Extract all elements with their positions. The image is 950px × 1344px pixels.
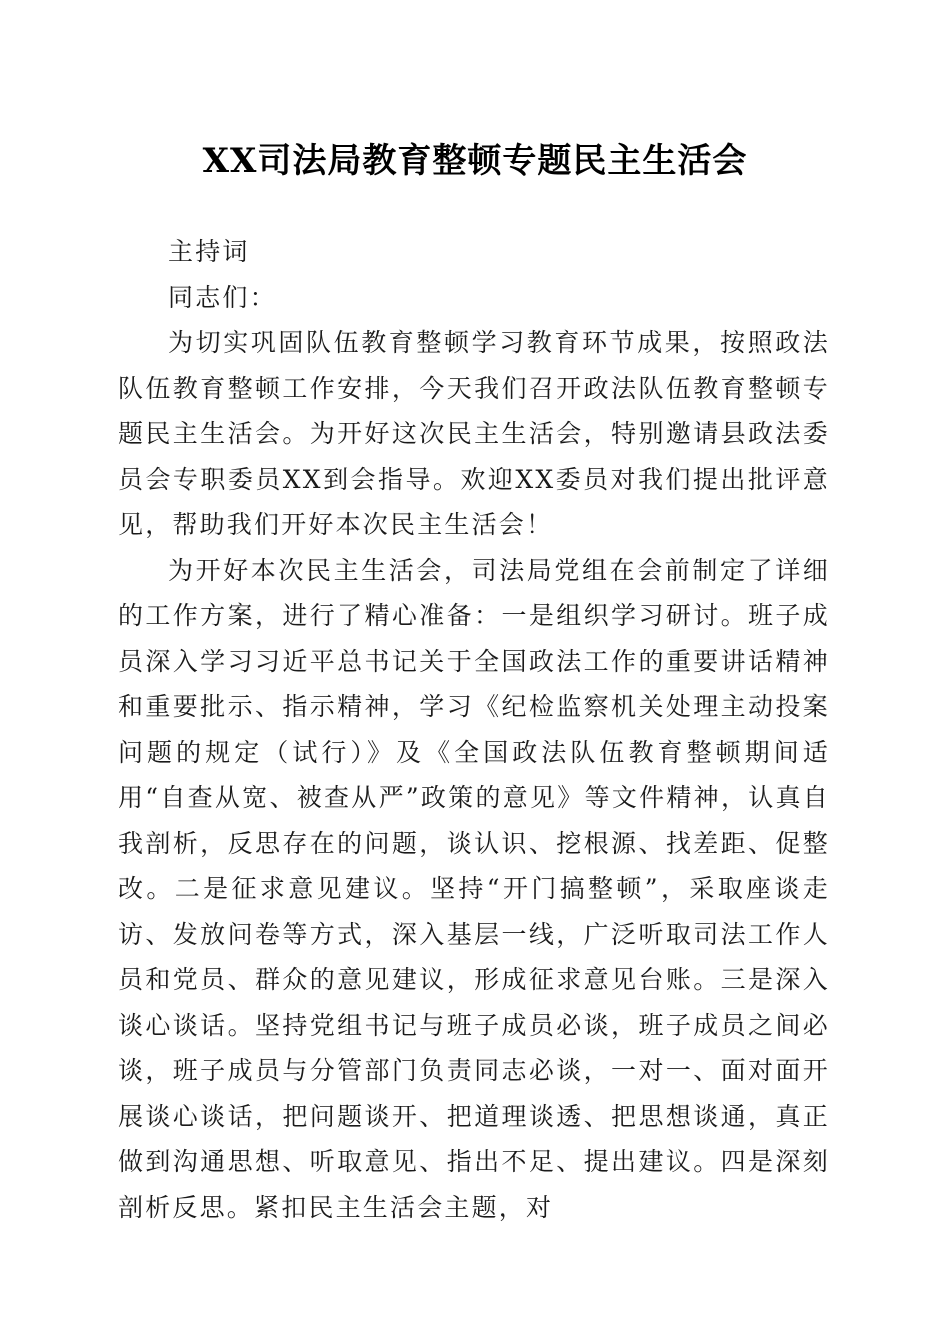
paragraph-opening: 为切实巩固队伍教育整顿学习教育环节成果，按照政法队伍教育整顿工作安排，今天我们召开政法队伍教育整顿专题民主生活会。为开好这次民主生活会，特别邀请县政法委员会专职委员XX到会指导。欢迎XX委员对我们提出批评意见，帮助我们开好本次民主生活会！ (118, 328, 830, 539)
paragraph-salutation: 同志们： (168, 282, 277, 312)
document-title: XX司法局教育整顿专题民主生活会 (202, 141, 748, 181)
paragraph-heading: 主持词 (168, 237, 250, 266)
document-body (118, 229, 830, 1230)
paragraph-preparation: 为开好本次民主生活会，司法局党组在会前制定了详细的工作方案，进行了精心准备：一是组织学习研讨。班子成员深入学习习近平总书记关于全国政法工作的重要讲话精神和重要批示、指示精神，学习《纪检监察机关处理主动投案问题的规定（试行）》及《全国政法队伍教育整顿期间适用“自查从宽、被查从严”政策的意见》等文件精神，认真自我剖析，反思存在的问题，谈认识、挖根源、找差距、促整改。二是征求意见建议。坚持“开门搞整顿”，采取座谈走访、发放问卷等方式，深入基层一线，广泛听取司法工作人员和党员、群众的意见建议，形成征求意见台账。三是深入谈心谈话。坚持党组书记与班子成员必谈，班子成员之间必谈，班子成员与分管部门负责同志必谈，一对一、面对面开展谈心谈话，把问题谈开、把道理谈透、把思想谈通，真正做到沟通思想、听取意见、指出不足、提出建议。四是深刻剖析反思。紧扣民主生活会主题，对 (118, 555, 830, 1222)
